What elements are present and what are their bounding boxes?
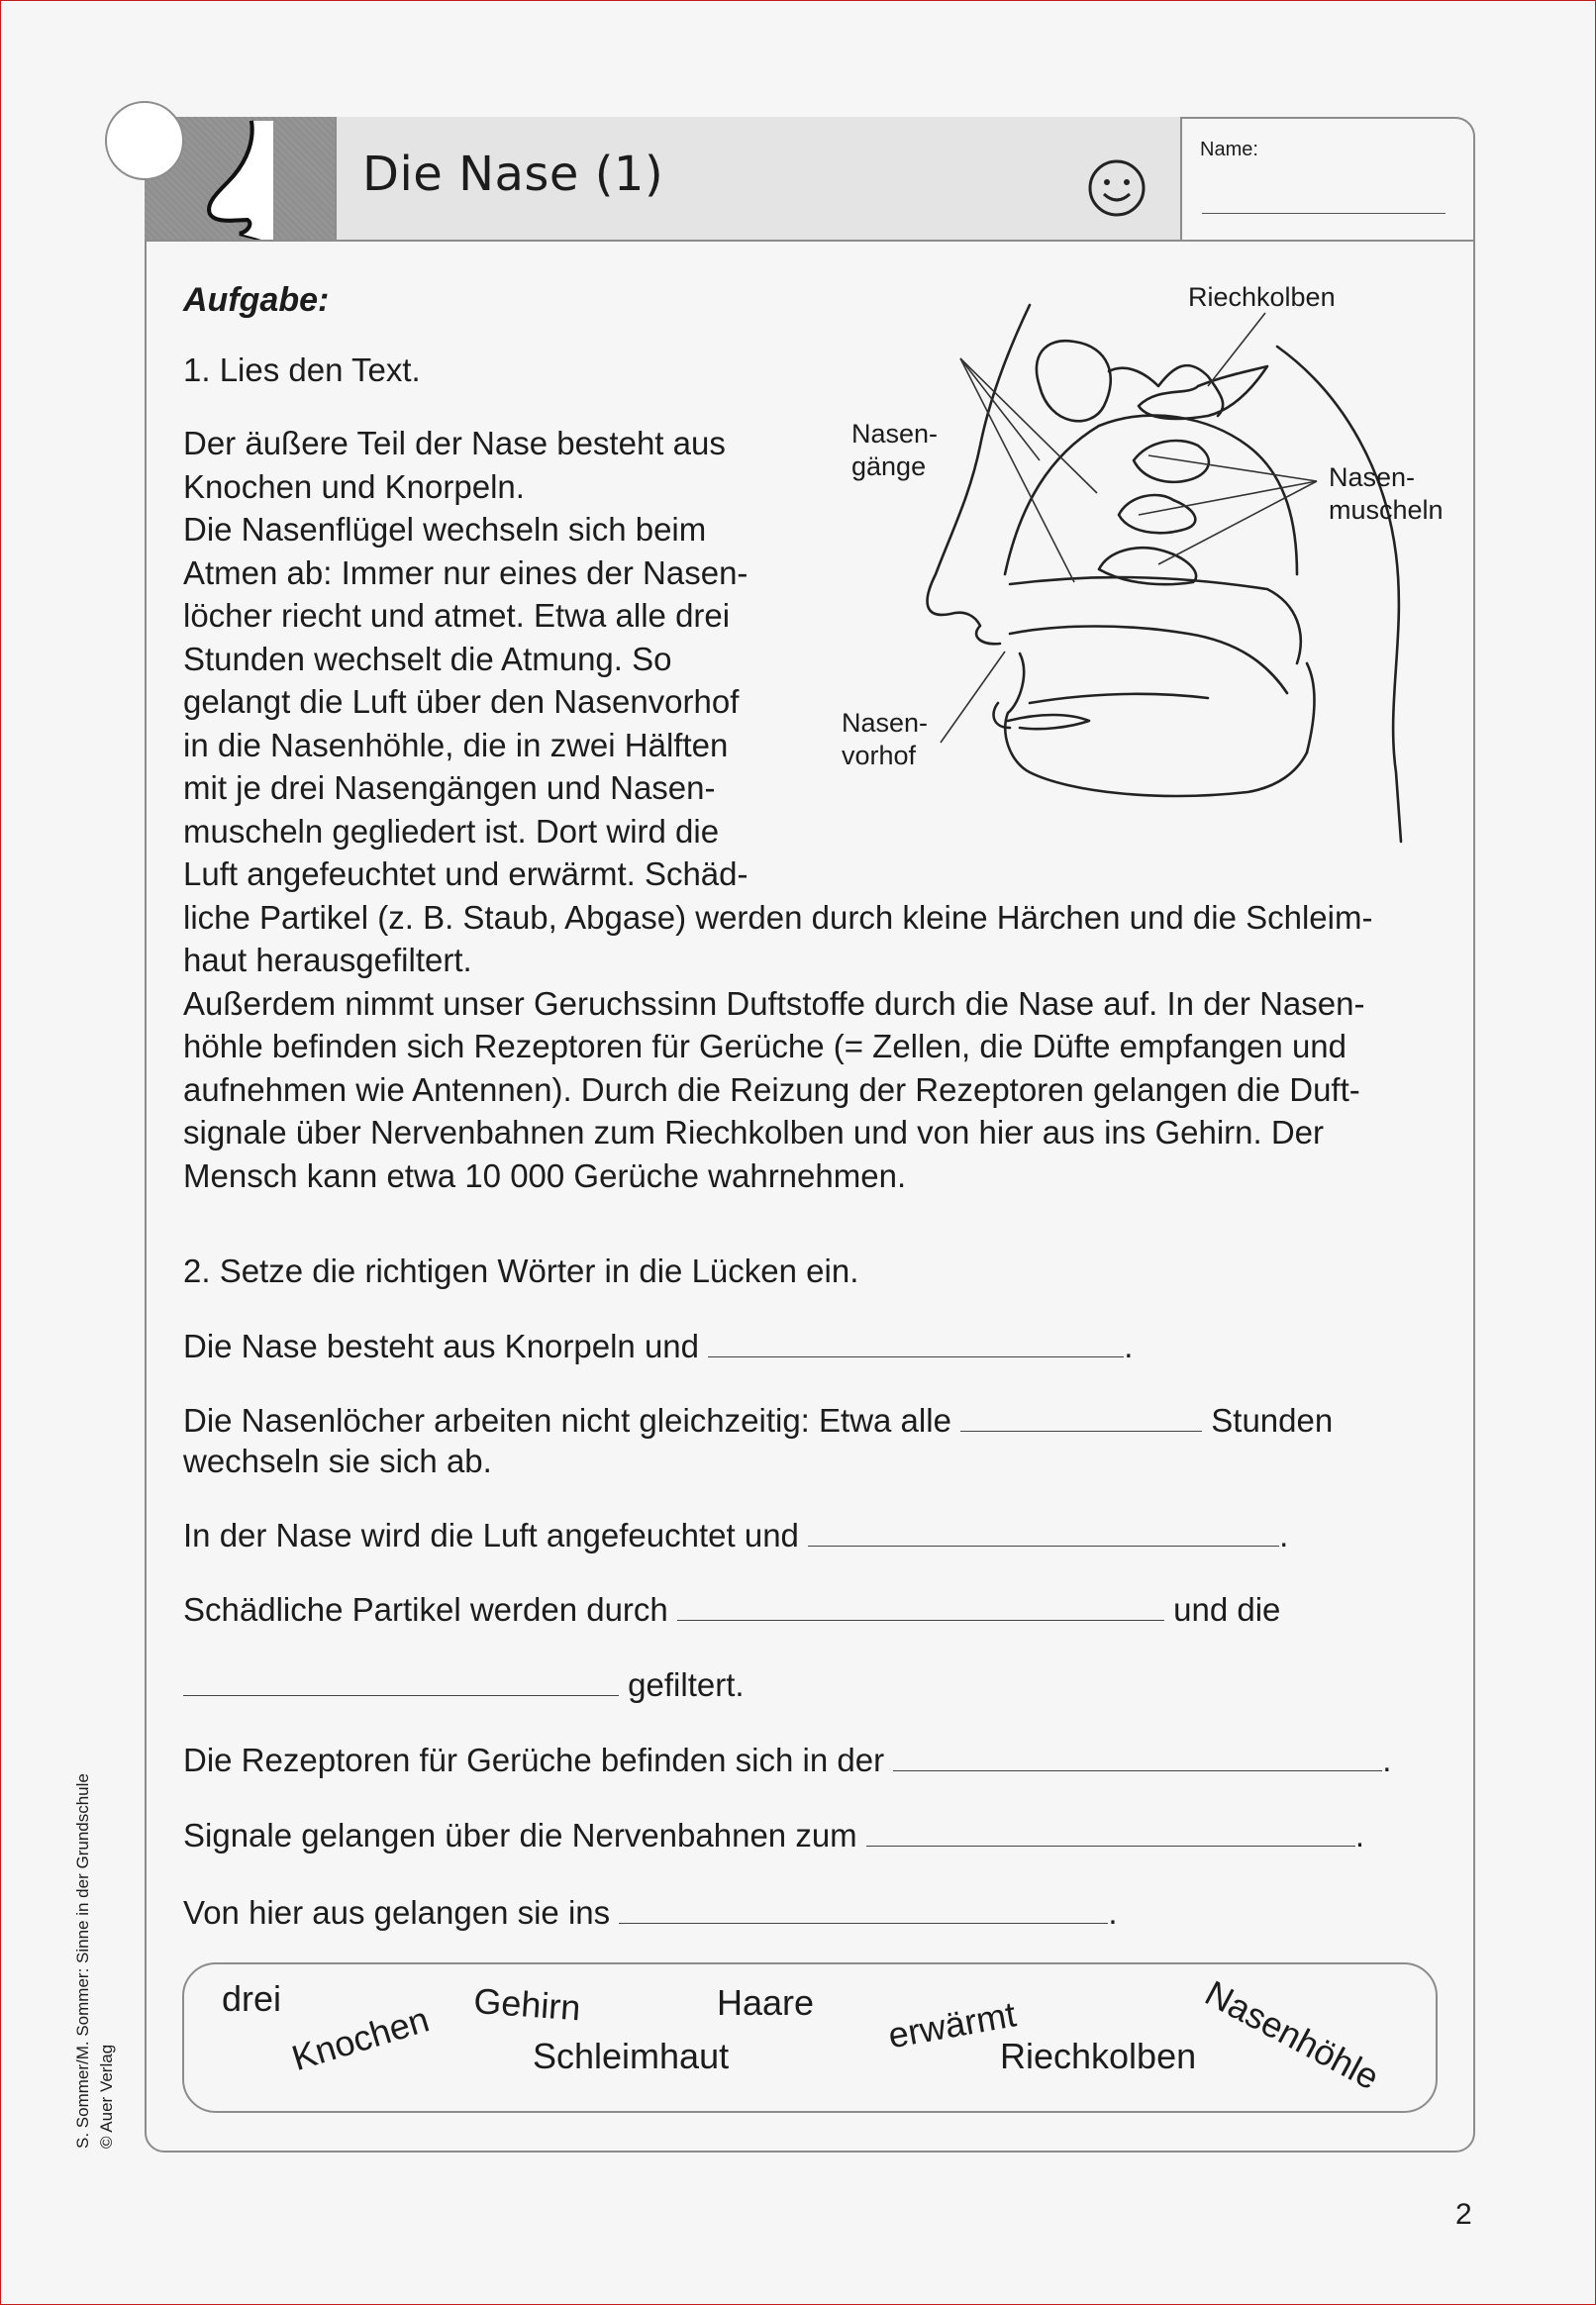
text-line: signale über Nervenbahnen zum Riechkolben und von hier aus ins Gehirn. Der <box>183 1114 1325 1151</box>
word-nasenhoehle: Nasenhöhle <box>1198 1972 1386 2098</box>
text-line: löcher riecht und atmet. Etwa alle drei <box>183 597 731 634</box>
text-line: Stunden wechselt die Atmung. So <box>183 640 672 677</box>
word-gehirn: Gehirn <box>472 1980 582 2029</box>
word-erwaermt: erwärmt <box>885 1993 1020 2056</box>
word-haare: Haare <box>717 1982 815 2023</box>
word-knochen: Knochen <box>287 1998 434 2079</box>
fill-sentence-5: gefiltert. <box>183 1665 745 1705</box>
fill-sentence-3: In der Nase wird die Luft angefeuchtet und . <box>183 1517 1289 1553</box>
fill-sentence-7: Signale gelangen über die Nervenbahnen zum . <box>183 1817 1365 1854</box>
label-nasenvorhof-1: Nasen- <box>842 708 929 738</box>
blank-1[interactable] <box>708 1327 1124 1357</box>
text-line: Luft angefeuchtet und erwärmt. Schäd- <box>183 855 748 892</box>
text-line: haut herausgefiltert. <box>183 942 472 978</box>
fill-sentence-6: Die Rezeptoren für Gerüche befinden sich in der . <box>183 1742 1392 1778</box>
credit-text: S. Sommer/M. Sommer: Sinne in der Grundschule © Auer Verlag <box>73 1773 116 2149</box>
task-heading: Aufgabe: <box>183 281 330 319</box>
text-line: gelangt die Luft über den Nasenvorhof <box>183 683 740 720</box>
smiley-icon <box>1085 156 1148 220</box>
nose-cross-section-drawing <box>832 277 1465 852</box>
corner-circle <box>105 101 184 180</box>
text-line: Knochen und Knorpeln. <box>183 467 525 505</box>
word-schleimhaut: Schleimhaut <box>533 2036 730 2076</box>
text-line: in die Nasenhöhle, die in zwei Hälften <box>183 726 729 763</box>
label-nasengaenge-1: Nasen- <box>851 419 939 449</box>
blank-6[interactable] <box>893 1741 1382 1771</box>
text-line: mit je drei Nasengängen und Nasen- <box>183 769 716 806</box>
text-line: Mensch kann etwa 10 000 Gerüche wahrnehmen. <box>183 1156 907 1194</box>
text-line: aufnehmen wie Antennen). Durch die Reizung der Rezeptoren gelangen die Duft- <box>183 1070 1360 1108</box>
nose-diagram <box>832 277 1465 856</box>
blank-5[interactable] <box>183 1665 619 1696</box>
fill-sentence-8: Von hier aus gelangen sie ins . <box>183 1894 1118 1931</box>
task-step-1: 1. Lies den Text. <box>183 351 421 388</box>
label-nasenmuscheln-1: Nasen- <box>1329 462 1416 492</box>
fill-sentence-1: Die Nase besteht aus Knorpeln und . <box>183 1328 1134 1364</box>
task-step-2: 2. Setze die richtigen Wörter in die Lücken ein. <box>183 1253 859 1289</box>
blank-8[interactable] <box>619 1893 1108 1924</box>
blank-2[interactable] <box>960 1401 1202 1432</box>
text-line: muscheln gegliedert ist. Dort wird die <box>183 812 720 850</box>
text-line: Der äußere Teil der Nase besteht aus <box>183 425 726 461</box>
label-nasenvorhof-2: vorhof <box>842 741 917 770</box>
page-number: 2 <box>1455 2198 1472 2231</box>
fill-sentence-4: Schädliche Partikel werden durch und die <box>183 1591 1281 1628</box>
label-nasenmuscheln-2: muscheln <box>1329 495 1444 525</box>
header-bar <box>145 117 1473 242</box>
name-label: Name: <box>1200 139 1258 160</box>
word-drei: drei <box>222 1978 282 2019</box>
blank-7[interactable] <box>866 1816 1355 1847</box>
blank-3[interactable] <box>808 1516 1279 1547</box>
text-line: Atmen ab: Immer nur eines der Nasen- <box>183 553 748 591</box>
label-nasengaenge-2: gänge <box>851 451 927 481</box>
fill-sentence-2-cont: wechseln sie sich ab. <box>183 1443 492 1479</box>
blank-4[interactable] <box>677 1590 1164 1621</box>
page-title: Die Nase (1) <box>362 147 664 202</box>
text-line: Die Nasenflügel wechseln sich beim <box>183 511 707 548</box>
name-field[interactable] <box>1202 213 1446 214</box>
text-line: höhle befinden sich Rezeptoren für Gerüche (= Zellen, die Düfte empfangen und <box>183 1028 1347 1064</box>
text-line: liche Partikel (z. B. Staub, Abgase) werden durch kleine Härchen und die Schleim- <box>183 898 1373 936</box>
fill-sentence-2: Die Nasenlöcher arbeiten nicht gleichzeitig: Etwa alle Stunden <box>183 1402 1334 1439</box>
text-line: Außerdem nimmt unser Geruchssinn Duftstoffe durch die Nase auf. In der Nasen- <box>183 984 1365 1022</box>
word-riechkolben: Riechkolben <box>1000 2036 1197 2076</box>
label-riechkolben: Riechkolben <box>1188 282 1336 312</box>
